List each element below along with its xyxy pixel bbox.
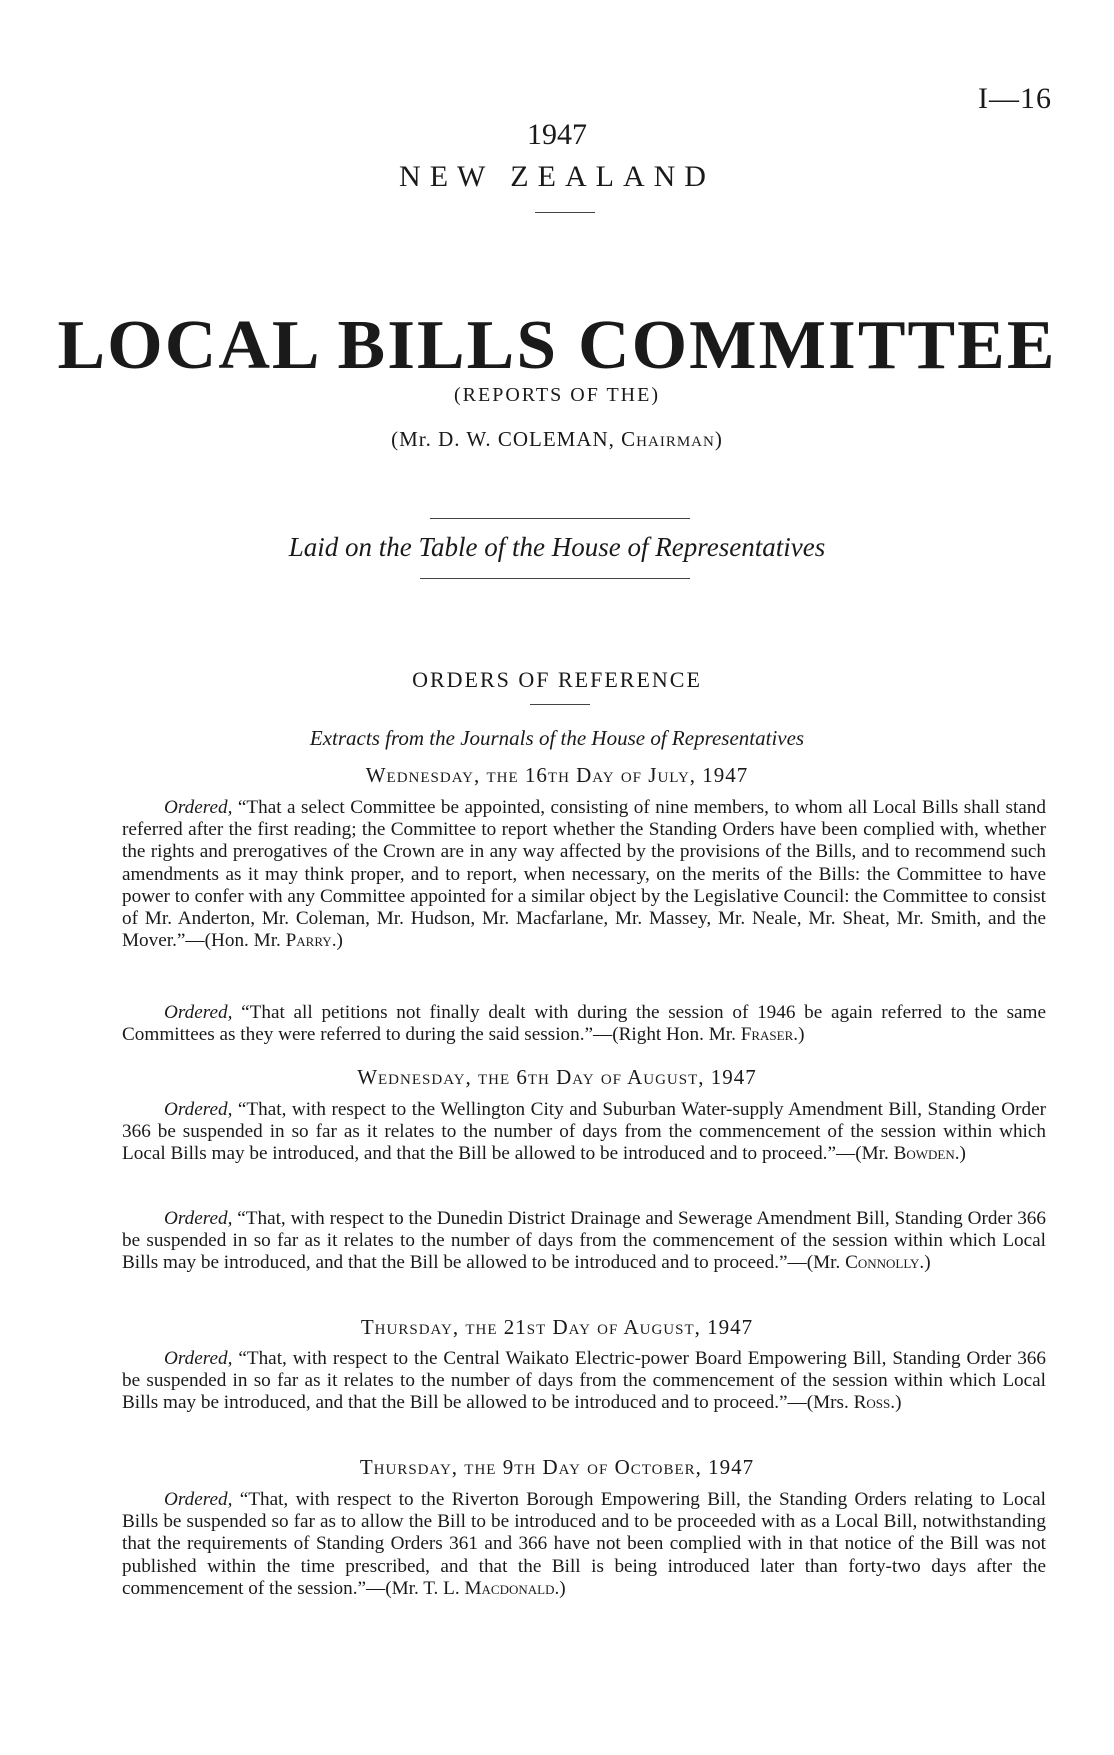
chairman-name: (Mr. D. W. COLEMAN, (391, 427, 622, 451)
mover-prefix: (Mr. T. L. (385, 1577, 465, 1599)
order-paragraph (122, 1208, 1046, 1275)
mover-suffix: .) (331, 930, 343, 952)
mover-name: Connolly (845, 1252, 920, 1274)
mover-prefix: (Mr. (855, 1143, 894, 1165)
chairman-role: Chairman (621, 427, 715, 451)
ordered-label: Ordered, (164, 1348, 233, 1369)
order-text: “That, with respect to the Riverton Borough Empowering Bill, the Standing Orders relating to Local Bills be suspended so far as to allow the Bill to be introduced and to be proceeded with as a Local Bill, notwithstanding that the requirements of Standing Orders 361 and 366 have not been complied with in that notice of the Bill was not published within the time prescribed, and that the Bill is being introduced later than forty-two days after the commencement of the session.”— (122, 1489, 1046, 1599)
ordered-label: Ordered, (164, 1489, 233, 1510)
order-text: “That, with respect to the Central Waikato Electric-power Board Empowering Bill, Standing Order 366 be suspended in so far as it relates to the number of days from the commencement of the session within which Local Bills may be introduced, and that the Bill be allowed to be introduced and to proceed.”— (122, 1348, 1046, 1414)
order-text: “That all petitions not finally dealt with during the session of 1946 be again referred to the same Committees as they were referred to during the said session.”— (122, 1002, 1046, 1046)
year: 1947 (527, 118, 587, 151)
mover-name: Bowden (893, 1143, 955, 1165)
mover-prefix: (Right Hon. Mr. (612, 1024, 741, 1046)
mover-prefix: (Mr. (806, 1252, 846, 1274)
mover-name: Macdonald (464, 1577, 555, 1599)
order-text: “That a select Committee be appointed, consisting of nine members, to whom all Local Bills shall stand referred after the first reading; the Committee to report whether the Standing Orders have been complied with, whether the rights and prerogatives of the Crown are in any way affected by the provisions of the Bills, and to recommend such amendments as it may think proper, and to report, when necessary, on the merits of the Bills: the Committee to have power to confer with any Committee appointed for a similar object by the Legislative Council: the Committee to consist of Mr. Anderton, Mr. Coleman, Mr. Hudson, Mr. Macfarlane, Mr. Massey, Mr. Neale, Mr. Sheat, Mr. Smith, and the Mover.”— (122, 797, 1046, 952)
ordered-label: Ordered, (164, 1208, 233, 1229)
mover-suffix: .) (919, 1252, 931, 1274)
chairman-close: ) (714, 427, 723, 451)
mover-prefix: (Mrs. (806, 1392, 854, 1414)
ordered-label: Ordered, (164, 797, 233, 818)
divider (535, 212, 595, 213)
mover-suffix: .) (554, 1577, 566, 1599)
country-name: NEW ZEALAND (399, 160, 715, 193)
date-heading: Wednesday, the 16th Day of July, 1947 (365, 763, 749, 787)
extracts-heading: Extracts from the Journals of the House of Representatives (309, 726, 805, 750)
mover-name: Parry (285, 930, 332, 952)
divider (530, 704, 590, 705)
order-paragraph (122, 797, 1046, 952)
section-heading: ORDERS OF REFERENCE (412, 667, 702, 692)
mover-prefix: (Hon. Mr. (204, 930, 286, 952)
ordered-label: Ordered, (164, 1099, 233, 1120)
mover-suffix: .) (793, 1024, 805, 1046)
chairman-line (0, 427, 1114, 452)
laid-statement: Laid on the Table of the House of Representatives (288, 532, 826, 562)
date-heading: Thursday, the 9th Day of October, 1947 (359, 1455, 755, 1479)
order-text: “That, with respect to the Wellington City and Suburban Water-supply Amendment Bill, Standing Order 366 be suspended in so far as it relates to the number of days from the commencement of the session within which Local Bills may be introduced, and that the Bill be allowed to be introduced and to proceed.”— (122, 1099, 1046, 1165)
page-title: LOCAL BILLS COMMITTEE (57, 307, 1057, 384)
date-heading: Wednesday, the 6th Day of August, 1947 (357, 1065, 757, 1089)
mover-suffix: .) (890, 1392, 902, 1414)
page-subtitle: (REPORTS OF THE) (453, 384, 660, 406)
divider (420, 578, 690, 579)
mover-name: Ross (853, 1392, 891, 1414)
mover-name: Fraser (740, 1024, 794, 1046)
page-code: I—16 (978, 82, 1052, 115)
mover-suffix: .) (954, 1143, 966, 1165)
date-heading: Thursday, the 21st Day of August, 1947 (360, 1315, 754, 1339)
order-paragraph (122, 1489, 1046, 1600)
order-paragraph (122, 1348, 1046, 1415)
ordered-label: Ordered, (164, 1002, 233, 1023)
divider (430, 518, 690, 519)
order-text: “That, with respect to the Dunedin District Drainage and Sewerage Amendment Bill, Standing Order 366 be suspended in so far as it relates to the number of days from the commencement of the session within which Local Bills may be introduced, and that the Bill be allowed to be introduced and to proceed.”— (122, 1208, 1046, 1274)
order-paragraph (122, 1002, 1046, 1046)
order-paragraph (122, 1099, 1046, 1166)
